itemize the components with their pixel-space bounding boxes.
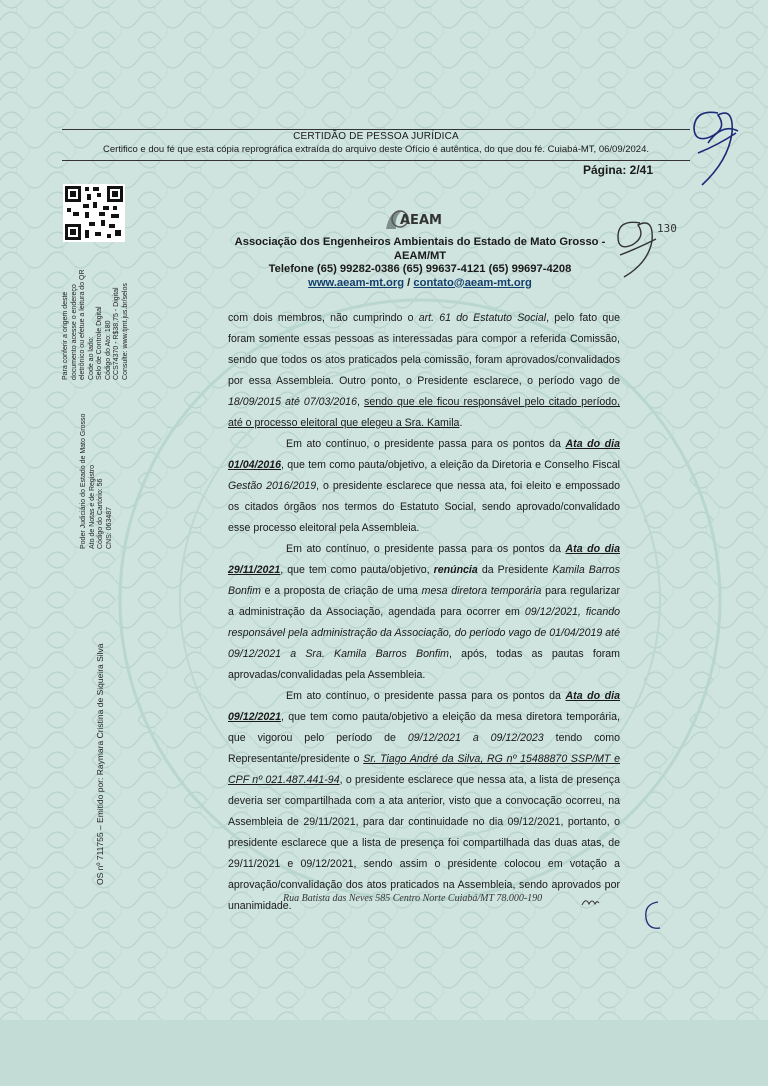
svg-text:AEAM: AEAM [400, 213, 442, 228]
registry-note: Poder Judiciário do Estado de Mato Grosso Ato de Notas e de Registro Código do Cartório: 56 CNS: 063487 [80, 413, 113, 549]
paragraph-4: Em ato contínuo, o presidente passa para os pontos da Ata do dia 09/12/2021, que tem como pauta/objetivo a eleição da mesa diretora temporária, que vigorou pelo período de 09/12/2021 a 09/12/2023 tendo como Representante/presidente o Sr. Tiago André da Silva, RG nº 15488870 SSP/MT e CPF nº 021.487.441-94, o presidente esclarece que nessa ata, a lista de presença deveria ser compartilhada com a ata anterior, visto que a convocação ocorreu, na Assembleia de 29/11/2021, para dar continuidade no dia 09/12/2021, portanto, o presidente esclarece que a lista de presença foi compartilhada das duas atas, de 29/11/2021 e 09/12/2021, sendo assim o presidente colocou em votação a aprovação/convalidação dos atos praticados na Assembleia, sendo aprovados por unanimidade. [228, 690, 620, 912]
qr-code-icon [63, 184, 125, 242]
org-abbr: AEAM/MT [393, 249, 447, 262]
certificate-title: CERTIDÃO DE PESSOA JURÍDICA [293, 131, 459, 142]
page-number: Página: 2/41 [583, 163, 654, 177]
initials-icon [580, 895, 600, 909]
org-name: Associação dos Engenheiros Ambientais do Estado de Mato Grosso - [234, 236, 606, 248]
order-service-note: OS nº 711755 – Emitido por: Raymara Cristina de Siqueira Silva [95, 643, 105, 885]
signature-top-icon [688, 103, 740, 189]
paragraph-1: com dois membros, não cumprindo o art. 61 do Estatuto Social, pelo fato que foram somente essas pessoas as interessadas para compor a referida Comissão, sendo que todos os atos praticados pela comissão, foram aprovados/convalidados por essa Assembleia. Outro ponto, o Presidente esclarece, o período vago de 18/09/2015 até 07/03/2016, sendo que ele ficou responsável pelo citado período, até o processo eleitoral que elegeu a Sra. Kamila. [228, 312, 621, 429]
paragraph-2: Em ato contínuo, o presidente passa para os pontos da Ata do dia 01/04/2016, que tem como pauta/objetivo, a eleição da Diretoria e Conselho Fiscal Gestão 2016/2019, o presidente esclarece que nessa ata, foi eleito e empossado os citados órgãos nos termos do Estatuto Social, sendo aprovado/convalidado esse processo eleitoral pela Assembleia. [228, 438, 620, 534]
email-link[interactable]: contato@aeam-mt.org [413, 276, 532, 289]
aeam-logo [380, 203, 458, 233]
organization-header: Associação dos Engenheiros Ambientais do Estado de Mato Grosso - AEAM/MT Telefone (65) 99282-0386 (65) 99637-4121 (65) 99697-4208 www.aeam-mt.org / contato@aeam-mt.org [230, 236, 610, 290]
paragraph-3: Em ato contínuo, o presidente passa para os pontos da Ata do dia 29/11/2021, que tem como pauta/objetivo, renúncia da Presidente Kamila Barros Bonfim e a proposta de criação de uma mesa diretora temporária para regularizar a administração da Associação, agendada para ocorrer em 09/12/2021, ficando responsável pela administração da Associação, do período vago de 01/04/2019 até 09/12/2021 a Sra. Kamila Barros Bonfim, após, todas as pautas foram aprovadas/convalidadas pela Assembleia. [228, 543, 620, 681]
certificate-header [62, 129, 690, 161]
rubric-icon [640, 898, 664, 932]
org-phone: Telefone (65) 99282-0386 (65) 99637-4121 (65) 99697-4208 [268, 263, 572, 275]
stamp-number: 130 [657, 222, 677, 235]
certificate-text: Certifico e dou fé que esta cópia reprográfica extraída do arquivo deste Ofício é autêntica, do que dou fé. Cuiabá-MT, 06/09/2024. [102, 144, 650, 155]
document-body [228, 308, 620, 917]
footer-address: Rua Batista das Neves 585 Centro Norte Cuiabá/MT 78.000-190 [283, 893, 543, 904]
signature-middle-icon [612, 215, 660, 279]
website-link[interactable]: www.aeam-mt.org [308, 276, 405, 289]
verification-note: Para conferir a origem deste documento acesse o endereço eletrônico ou efetue a leitura do QR Code ao lado: Selo de Controle Digital Código do Ato: 180 CCS74370 - R$38,75 - Digital Consulte: www.tjmt.jus.br/selos [62, 269, 129, 380]
